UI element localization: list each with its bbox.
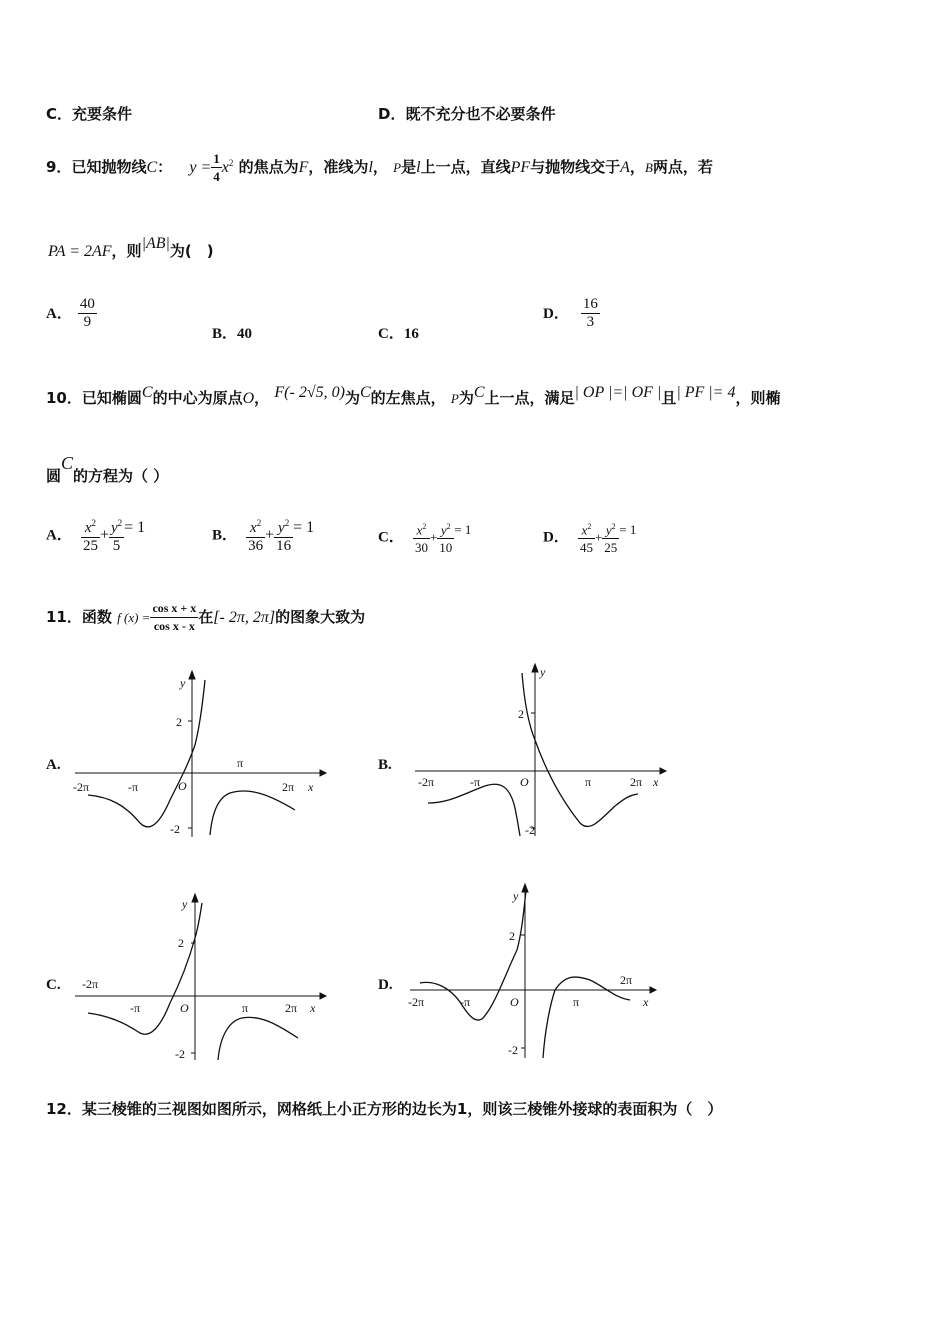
graph-b-label: B. [378,757,392,773]
svg-text:-2: -2 [175,1047,185,1061]
svg-text:x: x [310,1001,316,1015]
svg-text:y: y [540,665,546,679]
graph-d [405,880,665,1062]
question-number: 9． [46,158,72,176]
svg-text:x: x [653,775,659,789]
graph-a-label: A. [46,757,61,773]
q8-option-d: D．既不充分也不必要条件 [378,105,556,123]
svg-text:2: 2 [509,929,515,943]
svg-text:-π: -π [130,1001,141,1015]
graph-d-label: D. [378,977,393,993]
svg-text:-2π: -2π [73,780,90,794]
q11-stem: 11．函数 f (x) = $\frac{\text{cos x + x}}{\text{cos x - x}}$ 在[- 2π, 2π]的图象大致为 [46,601,366,633]
q10-line1: 10．已知椭圆C的中心为原点O， F(- 2√5, 0)为C的左焦点， P为C上一点，满足| OP |=| OF |且| PF |= 4，则椭 [46,384,781,407]
svg-text:π: π [585,775,592,789]
q10-option-c: C． $\frac{x^2}{30}$ + $\frac{y^2}{10}$ $^{= 1}$ [378,518,471,556]
svg-text:2: 2 [176,715,182,729]
svg-text:π: π [573,995,580,1009]
q10-line2: 圆C的方程为（ ） [46,453,169,485]
svg-text:-2π: -2π [408,995,425,1009]
svg-text:y: y [513,889,519,903]
svg-text:2: 2 [178,936,184,950]
q12-stem: 12．某三棱锥的三视图如图所示，网格纸上小正方形的边长为1，则该三棱锥外接球的表面积为（ ） [46,1100,723,1118]
question-number: 10． [46,389,82,407]
svg-text:-π: -π [470,775,481,789]
svg-text:-2: -2 [508,1043,518,1057]
svg-text:2π: 2π [282,780,295,794]
svg-text:2π: 2π [630,775,643,789]
q10-option-b: B． $\frac{x^2}{36}$ + $\frac{y^2}{16}$ = 1 [212,515,314,555]
q9-option-c: C．16 [378,326,419,342]
q9-option-b: B．40 [212,326,253,342]
svg-text:-2: -2 [525,823,535,837]
q9-line1: 9．已知抛物线C： y = $\frac{1}{4}$ $x^2$ 的焦点为F，准线为l， P是l上一点，直线PF与抛物线交于A，B两点，若 [46,151,713,184]
svg-text:O: O [520,775,529,789]
svg-text:-π: -π [460,995,471,1009]
svg-text:O: O [510,995,519,1009]
q8-option-c: C．充要条件 [46,105,133,123]
q9-option-a: A． $\frac{40}{9}$ [46,296,95,330]
svg-text:2: 2 [518,707,524,721]
svg-text:O: O [178,779,187,793]
svg-text:-2π: -2π [418,775,435,789]
graph-c-label: C. [46,977,61,993]
svg-text:π: π [237,756,244,770]
q10-option-d: D． $\frac{x^2}{45}$ + $\frac{y^2}{25}$ $^{= 1}$ [543,518,636,556]
svg-text:π: π [242,1001,249,1015]
svg-text:-π: -π [128,780,139,794]
q9-line2: PA = 2AF，则|AB|为( ) [48,235,214,260]
svg-text:x: x [643,995,649,1009]
svg-text:2π: 2π [285,1001,298,1015]
svg-text:O: O [180,1001,189,1015]
svg-text:y: y [182,897,188,911]
graph-c [70,888,330,1068]
svg-text:-2π: -2π [82,977,99,991]
svg-text:x: x [308,780,314,794]
graph-a [70,665,330,845]
svg-text:-2: -2 [170,822,180,836]
q10-option-a: A． $\frac{x^2}{25}$ + $\frac{y^2}{5}$ = 1 [46,515,145,555]
q9-option-d: D． $\frac{16}{3}$ [543,296,598,330]
question-number: 11． [46,608,82,626]
graph-b [410,658,670,843]
svg-text:y: y [180,676,186,690]
svg-text:2π: 2π [620,973,633,987]
